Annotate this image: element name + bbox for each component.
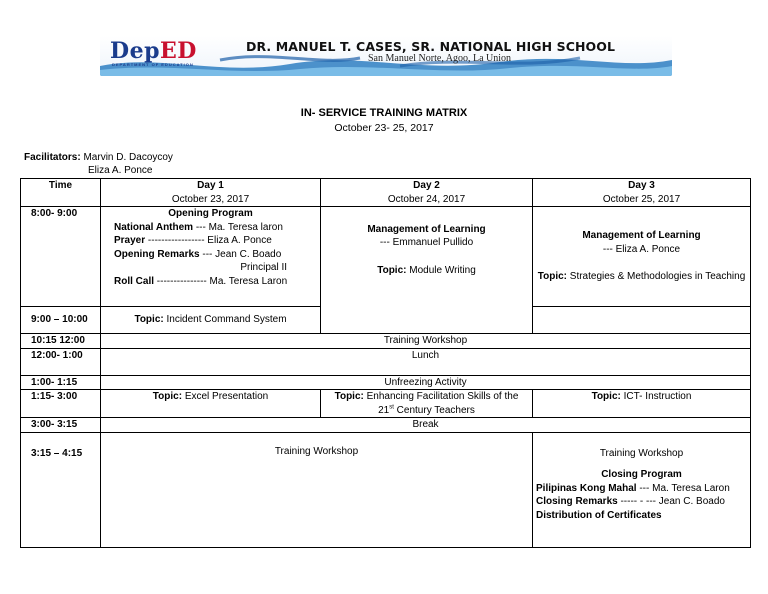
table-row	[21, 207, 751, 307]
logo-text-dep: Dep	[110, 38, 160, 64]
time-cell: 12:00- 1:00	[21, 348, 101, 375]
day1-topic-ics: Topic: Incident Command System	[101, 307, 321, 334]
day3-empty	[533, 307, 751, 334]
time-cell: 8:00- 9:00	[21, 207, 101, 307]
header-day1: Day 1 October 23, 2017	[101, 179, 321, 207]
time-cell: 10:15 12:00	[21, 334, 101, 349]
training-workshop-cell: Training Workshop	[101, 334, 751, 349]
time-cell: 3:15 – 4:15	[21, 432, 101, 547]
facilitator-2: Eliza A. Ponce	[88, 165, 153, 176]
break-cell: Break	[101, 418, 751, 433]
header-day3: Day 3 October 25, 2017	[533, 179, 751, 207]
table-row	[21, 432, 751, 547]
day3-closing-cell: Training Workshop Closing Program Pilipinas Kong Mahal --- Ma. Teresa Laron Closing Remarks ----- - --- Jean C. Boado Distribution of Certificates	[533, 432, 751, 547]
time-cell: 9:00 – 10:00	[21, 307, 101, 334]
logo-subtext: DEPARTMENT OF EDUCATION	[112, 62, 194, 67]
training-matrix-table	[20, 178, 751, 548]
document-title: IN- SERVICE TRAINING MATRIX	[300, 107, 468, 119]
day2-session: Management of Learning --- Emmanuel Pullido Topic: Module Writing	[321, 207, 533, 334]
unfreezing-activity-cell: Unfreezing Activity	[101, 375, 751, 390]
day3-session: Management of Learning --- Eliza A. Ponce Topic: Strategies & Methodologies in Teaching	[533, 207, 751, 307]
header-time: Time	[21, 179, 101, 207]
document-dates: October 23- 25, 2017	[334, 122, 434, 134]
table-row	[21, 418, 751, 433]
table-row	[21, 375, 751, 390]
time-cell: 3:00- 3:15	[21, 418, 101, 433]
time-cell: 1:00- 1:15	[21, 375, 101, 390]
lunch-cell: Lunch	[101, 348, 751, 375]
table-row	[21, 348, 751, 375]
facilitators-line	[24, 152, 173, 163]
table-row	[21, 390, 751, 418]
school-address: San Manuel Norte, Agoo, La Union	[368, 53, 512, 64]
day1-topic-excel: Topic: Excel Presentation	[101, 390, 321, 418]
facilitator-1: Marvin D. Dacoycoy	[83, 152, 173, 163]
deped-logo	[110, 38, 244, 66]
header-banner	[100, 36, 672, 76]
facilitators-label: Facilitators:	[24, 152, 81, 163]
day2-topic-facilitation: Topic: Enhancing Facilitation Skills of the 21st Century Teachers	[321, 390, 533, 418]
table-header-row	[21, 179, 751, 207]
day3-topic-ict: Topic: ICT- Instruction	[533, 390, 751, 418]
day1-opening-program: Opening Program National Anthem --- Ma. Teresa laron Prayer ----------------- Eliza A. Ponce Opening Remarks --- Jean C. Boado Principal II Roll Call --------------- Ma. Teresa Laron	[101, 207, 321, 307]
header-day2: Day 2 October 24, 2017	[321, 179, 533, 207]
logo-text-ed: ED	[159, 38, 197, 64]
time-cell: 1:15- 3:00	[21, 390, 101, 418]
table-row	[21, 334, 751, 349]
training-workshop-d1-d2: Training Workshop	[101, 432, 533, 547]
school-name: DR. MANUEL T. CASES, SR. NATIONAL HIGH SCHOOL	[246, 39, 616, 54]
